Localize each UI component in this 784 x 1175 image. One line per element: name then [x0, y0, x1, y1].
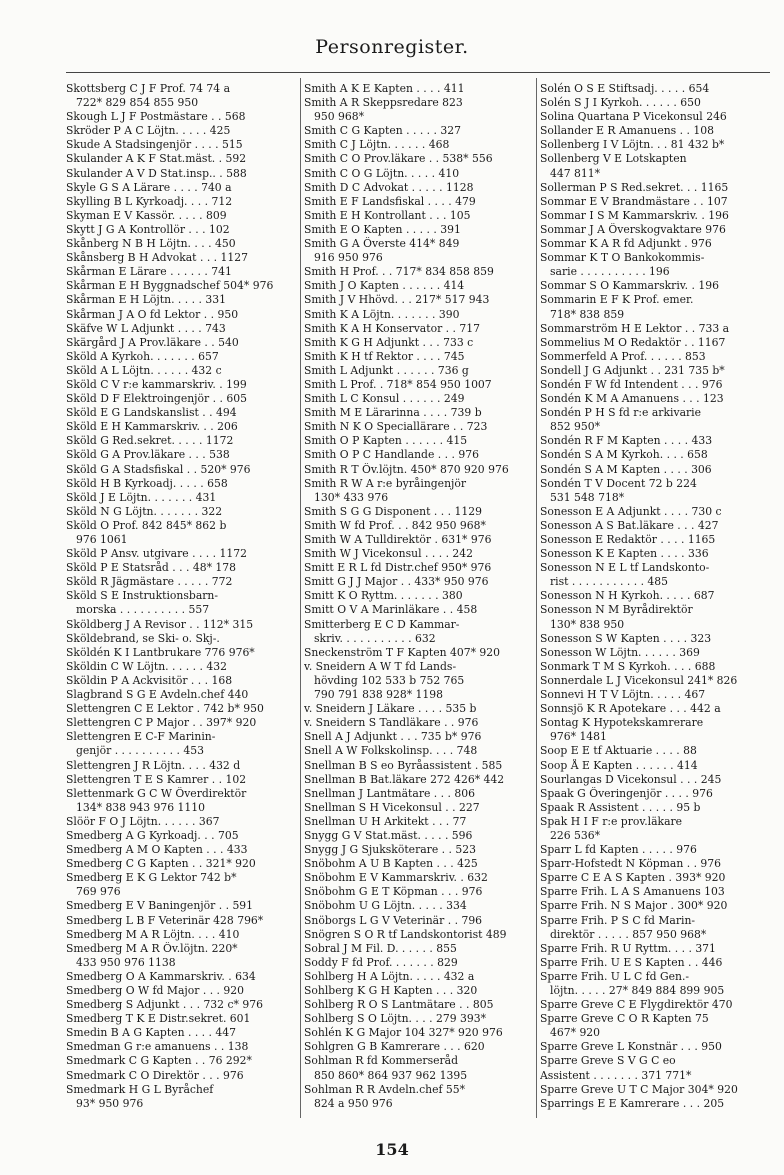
page-title: Personregister. — [315, 36, 469, 58]
register-entry: Skårman J A O fd Lektor . . 950 — [66, 307, 239, 321]
register-entry: Sondén F W fd Intendent . . . 976 — [540, 377, 723, 391]
register-entry: Smith G A Överste 414* 849 — [304, 237, 460, 251]
register-entry: Sköldén K I Lantbrukare 776 976* — [66, 645, 255, 659]
register-entry: Smedberg A G Kyrkoadj. . . 705 — [66, 828, 239, 842]
register-entry: Skårman E H Löjtn. . . . . 331 — [66, 293, 226, 307]
register-entry: Sköld J E Löjtn. . . . . . . 431 — [66, 490, 217, 504]
register-entry: Soop Å E Kapten . . . . . . 414 — [540, 758, 698, 772]
register-entry: Spaak G Överingenjör . . . . 976 — [540, 786, 713, 800]
register-entry: Smedberg S Adjunkt . . . 732 c* 976 — [66, 998, 263, 1012]
register-entry: Smedman G r:e amanuens . . 138 — [66, 1040, 249, 1054]
register-entry: Snygg G V Stat.mäst. . . . . 596 — [304, 828, 473, 842]
register-entry: Skånberg N B H Löjtn. . . . 450 — [66, 237, 236, 251]
register-entry: Sköld G A Prov.läkare . . . 538 — [66, 448, 230, 462]
register-entry: Sollerman P S Red.sekret. . . 1165 — [540, 180, 729, 194]
register-entry: Sommar E V Brandmästare . . 107 — [540, 194, 728, 208]
register-entry: Smitt K O Ryttm. . . . . . . 380 — [304, 589, 463, 603]
register-entry: Sommarström H E Lektor . . 733 a — [540, 321, 730, 335]
register-entry: Slettengren E C-F Marinin- — [66, 730, 216, 744]
register-entry: löjtn. . . . . 27* 849 884 899 905 — [550, 984, 725, 997]
register-entry: direktör . . . . . 857 950 968* — [550, 927, 707, 941]
register-entry: Smith R T Öv.löjtn. 450* 870 920 976 — [304, 462, 509, 476]
register-entry: Smith K G H Adjunkt . . . 733 c — [304, 335, 474, 349]
register-entry: Smedberg C G Kapten . . 321* 920 — [66, 857, 256, 871]
register-entry: Soddy F fd Prof. . . . . . . 829 — [304, 955, 458, 969]
register-entry: Smedmark C G Kapten . . 76 292* — [66, 1054, 252, 1068]
register-entry: Smedberg E V Baningenjör . . 591 — [66, 899, 254, 913]
register-entry: Sköldberg J A Revisor . . 112* 315 — [66, 617, 254, 631]
register-entry: Skånsberg B H Advokat . . . 1127 — [66, 251, 249, 265]
register-entry: Smedberg O W fd Major . . . 920 — [66, 984, 245, 997]
register-entry: Smedberg T K E Distr.sekret. 601 — [66, 1012, 251, 1026]
register-entry: skriv. . . . . . . . . . . 632 — [314, 631, 436, 645]
register-entry: Sonesson A S Bat.läkare . . . 427 — [540, 518, 719, 532]
register-entry: 93* 950 976 — [76, 1096, 144, 1110]
register-entry: Smith E H Kontrollant . . . 105 — [304, 208, 471, 222]
register-entry: Smith C G Kapten . . . . . 327 — [304, 124, 462, 138]
register-entry: 134* 838 943 976 1110 — [76, 800, 206, 814]
register-entry: Smith A K E Kapten . . . . 411 — [304, 82, 465, 95]
register-entry: Solén S J I Kyrkoh. . . . . . 650 — [540, 96, 701, 110]
register-entry: 790 791 838 928* 1198 — [314, 688, 444, 702]
register-entry: Sköld G Red.sekret. . . . . 1172 — [66, 434, 234, 448]
register-entry: 531 548 718* — [550, 490, 625, 504]
register-entry: Snygg J G Sjuksköterare . . 523 — [304, 843, 476, 857]
register-entry: Skyman E V Kassör. . . . . 809 — [66, 208, 227, 222]
register-entry: Sparre Greve L Konstnär . . . 950 — [540, 1040, 722, 1054]
register-entry: Smith O P Kapten . . . . . . 415 — [304, 434, 468, 448]
register-entry: Sohlgren G B Kamrerare . . . 620 — [304, 1040, 485, 1054]
register-entry: Sobral J M Fil. D. . . . . . 855 — [304, 941, 457, 955]
register-entry: Sommar K A R fd Adjunkt . 976 — [540, 237, 712, 251]
register-entry: genjör . . . . . . . . . . 453 — [76, 744, 204, 758]
register-entry: Sollander E R Amanuens . . 108 — [540, 124, 714, 138]
register-entry: Skude A Stadsingenjör . . . . 515 — [66, 138, 243, 152]
register-entry: Smith N K O Speciallärare . . 723 — [304, 420, 488, 434]
register-entry: Snöbohm U G Löjtn. . . . . 334 — [304, 899, 467, 913]
register-entry: Smith H Prof. . . 717* 834 858 859 — [304, 265, 494, 279]
register-entry: Slöör F O J Löjtn. . . . . . 367 — [66, 814, 220, 828]
register-entry: Smith E O Kapten . . . . . 391 — [304, 222, 461, 236]
register-entry: Sköld A Kyrkoh. . . . . . . 657 — [66, 349, 219, 363]
register-entry: Smith C J Löjtn. . . . . . 468 — [304, 138, 450, 152]
register-entry: Sparre Frih. L A S Amanuens 103 — [540, 885, 725, 899]
register-entry: Smitt O V A Marinläkare . . 458 — [304, 603, 478, 617]
register-entry: Smith J O Kapten . . . . . . 414 — [304, 279, 465, 293]
column-divider-1 — [300, 78, 301, 1118]
register-entry: Sollenberg V E Lotskapten — [540, 152, 687, 166]
register-entry: Sondén S A M Kapten . . . . 306 — [540, 462, 712, 476]
register-entry: Slettenmark G C W Överdirektör — [66, 786, 247, 800]
register-entry: Sommar K T O Bankokommis- — [540, 251, 705, 265]
register-entry: Sondén T V Docent 72 b 224 — [540, 476, 697, 490]
register-entry: Sohlman R fd Kommerseråd — [304, 1054, 459, 1068]
register-entry: 850 860* 864 937 962 1395 — [314, 1068, 468, 1082]
register-entry: Sommar I S M Kammarskriv. . 196 — [540, 208, 729, 222]
register-entry: Sommarin E F K Prof. emer. — [540, 293, 694, 307]
register-entry: Sparre Frih. N S Major . 300* 920 — [540, 899, 728, 913]
register-entry: 718* 838 859 — [550, 307, 625, 321]
register-entry: 467* 920 — [550, 1026, 601, 1040]
register-entry: Smith E F Landsfiskal . . . . 479 — [304, 194, 476, 208]
register-entry: Smedberg O A Kammarskriv. . 634 — [66, 969, 256, 983]
register-entry: rist . . . . . . . . . . . 485 — [550, 575, 669, 589]
register-entry: Sohlén K G Major 104 327* 920 976 — [304, 1026, 503, 1040]
register-entry: 950 968* — [314, 110, 365, 124]
register-entry: Spaak R Assistent . . . . . 95 b — [540, 800, 701, 814]
register-entry: Sköld H B Kyrkoadj. . . . . 658 — [66, 476, 228, 490]
register-entry: Skäfve W L Adjunkt . . . . 743 — [66, 321, 226, 335]
header-rule — [66, 72, 770, 73]
register-entry: Sondén K M A Amanuens . . . 123 — [540, 392, 724, 406]
register-entry: Smedin B A G Kapten . . . . 447 — [66, 1026, 237, 1040]
register-column-1 — [66, 82, 296, 1112]
register-entry: Sköld C V r:e kammarskriv. . 199 — [66, 377, 247, 391]
register-entry: Sonnevi H T V Löjtn. . . . . 467 — [540, 688, 706, 702]
register-entry: Skulander A K F Stat.mäst. . 592 — [66, 152, 247, 166]
register-entry: Sparre Frih. R U Ryttm. . . . 371 — [540, 941, 716, 955]
register-entry: Sonnsjö K R Apotekare . . . 442 a — [540, 702, 721, 716]
register-entry: 769 976 — [76, 885, 121, 899]
register-entry: Slettengren T E S Kamrer . . 102 — [66, 772, 247, 786]
register-entry: Sommelius M O Redaktör . . 1167 — [540, 335, 726, 349]
register-entry: Snellman U H Arkitekt . . . 77 — [304, 814, 467, 828]
register-entry: Sköld A L Löjtn. . . . . . 432 c — [66, 363, 222, 377]
register-entry: Solén O S E Stiftsadj. . . . . 654 — [540, 82, 710, 95]
register-entry: Smith W A Tulldirektör . 631* 976 — [304, 533, 492, 546]
register-entry: Sköld S E Instruktionsbarn- — [66, 589, 219, 603]
register-entry: 976 1061 — [76, 533, 128, 546]
register-entry: Sparr-Hofstedt N Köpman . . 976 — [540, 857, 722, 871]
register-entry: Sparre Greve S V G C eo — [540, 1054, 676, 1068]
register-entry: Slettengren J R Löjtn. . . . 432 d — [66, 758, 241, 772]
register-entry: Snöbohm E V Kammarskriv. . 632 — [304, 871, 488, 885]
register-entry: Sondell J G Adjunkt . . 231 735 b* — [540, 363, 725, 377]
register-entry: Smith K H tf Rektor . . . . 745 — [304, 349, 465, 363]
register-entry: Sonesson E A Adjunkt . . . . 730 c — [540, 504, 722, 518]
register-entry: Skough L J F Postmästare . . 568 — [66, 110, 246, 124]
register-entry: Sonesson E Redaktör . . . . 1165 — [540, 533, 716, 546]
register-entry: Snögren S O R tf Landskontorist 489 — [304, 927, 507, 941]
register-entry: Sköld E H Kammarskriv. . . 206 — [66, 420, 238, 434]
register-entry: Slettengren C P Major . . 397* 920 — [66, 716, 257, 730]
register-entry: Smedmark H G L Byråchef — [66, 1082, 214, 1096]
register-entry: Sohlberg K G H Kapten . . . 320 — [304, 984, 478, 997]
register-entry — [304, 1111, 532, 1112]
register-entry: Smith K A Löjtn. . . . . . . 390 — [304, 307, 460, 321]
register-entry: Smitt E R L fd Distr.chef 950* 976 — [304, 561, 492, 575]
register-entry: Smith W fd Prof. . . 842 950 968* — [304, 518, 486, 532]
register-entry: Sköld R Jägmästare . . . . . 772 — [66, 575, 233, 589]
register-entry: Sköld G A Stadsfiskal . . 520* 976 — [66, 462, 251, 476]
register-entry: Sköld P E Statsråd . . . 48* 178 — [66, 561, 237, 575]
register-entry: Sonesson K E Kapten . . . . 336 — [540, 547, 709, 561]
register-entry: hövding 102 533 b 752 765 — [314, 673, 465, 687]
register-entry: Smith L Prof. . 718* 854 950 1007 — [304, 377, 492, 391]
register-entry: Smitt G J J Major . . 433* 950 976 — [304, 575, 489, 589]
register-entry: Sohlberg H A Löjtn. . . . . 432 a — [304, 969, 475, 983]
register-entry: Sonesson N E L tf Landskonto- — [540, 561, 710, 575]
register-entry: Snellman S H Vicekonsul . . 227 — [304, 800, 480, 814]
register-entry: Sonmark T M S Kyrkoh. . . . 688 — [540, 659, 716, 673]
register-entry: Skulander A V D Stat.insp.. . 588 — [66, 166, 247, 180]
register-entry: 226 536* — [550, 828, 601, 842]
register-entry: Sköld D F Elektroingenjör . . 605 — [66, 392, 247, 406]
register-entry: Soop E E tf Aktuarie . . . . 88 — [540, 744, 697, 758]
register-entry: Smith L C Konsul . . . . . . 249 — [304, 392, 465, 406]
register-entry: Smith M E Lärarinna . . . . 739 b — [304, 406, 482, 420]
register-entry: Snell A W Folkskolinsp. . . . 748 — [304, 744, 478, 758]
register-entry: Smedmark C O Direktör . . . 976 — [66, 1068, 244, 1082]
register-entry: Smith W J Vicekonsul . . . . 242 — [304, 547, 474, 561]
register-entry: Smedberg M A R Löjtn. . . . 410 — [66, 927, 240, 941]
page-number: 154 — [375, 1140, 409, 1159]
register-entry: Sparre Frih. U L C fd Gen.- — [540, 969, 690, 983]
register-entry: Sommerfeld A Prof. . . . . . 853 — [540, 349, 706, 363]
register-entry: 447 811* — [550, 166, 601, 180]
register-entry: 722* 829 854 855 950 — [76, 96, 199, 110]
register-entry: Sonesson N M Byrådirektör — [540, 603, 693, 617]
register-entry: Sonesson W Löjtn. . . . . . 369 — [540, 645, 700, 659]
register-entry: Skottsberg C J F Prof. 74 74 a — [66, 82, 231, 95]
register-entry: Sommar S O Kammarskriv. . 196 — [540, 279, 719, 293]
register-entry: Snell A J Adjunkt . . . 735 b* 976 — [304, 730, 482, 744]
register-entry: Sneckenström T F Kapten 407* 920 — [304, 645, 501, 659]
register-entry: sarie . . . . . . . . . . 196 — [550, 265, 670, 279]
register-entry: v. Sneidern S Tandläkare . . 976 — [304, 716, 479, 730]
register-entry: Slettengren C E Lektor . 742 b* 950 — [66, 702, 264, 716]
register-entry: Smitterberg E C D Kammar- — [304, 617, 460, 631]
register-entry: 976* 1481 — [550, 730, 607, 744]
column-divider-2 — [536, 78, 537, 1118]
register-entry: Sköld N G Löjtn. . . . . . . 322 — [66, 504, 223, 518]
register-entry: Spak H I F r:e prov.läkare — [540, 814, 683, 828]
register-entry: Snellman J Lantmätare . . . 806 — [304, 786, 475, 800]
register-entry: Sommar J A Överskogvaktare 976 — [540, 222, 726, 236]
register-entry: Sköldin C W Löjtn. . . . . . 432 — [66, 659, 227, 673]
register-entry: 824 a 950 976 — [314, 1096, 393, 1110]
register-entry: Smith L Adjunkt . . . . . . 736 g — [304, 363, 469, 377]
register-entry: Smith C O Prov.läkare . . 538* 556 — [304, 152, 493, 166]
register-entry: Smedberg M A R Öv.löjtn. 220* — [66, 941, 238, 955]
register-entry: morska . . . . . . . . . . 557 — [76, 603, 210, 617]
register-entry: Skröder P A C Löjtn. . . . . 425 — [66, 124, 231, 138]
register-entry: Skytt J G A Kontrollör . . . 102 — [66, 222, 230, 236]
register-entry: Smith S G G Disponent . . . 1129 — [304, 504, 482, 518]
register-entry: Assistent . . . . . . . 371 771* — [540, 1068, 692, 1082]
register-entry: Smith O P C Handlande . . . 976 — [304, 448, 479, 462]
register-entry: Snellman B S eo Byråassistent . 585 — [304, 758, 503, 772]
register-entry: Smedberg L B F Veterinär 428 796* — [66, 913, 264, 927]
register-entry: Sohlberg R O S Lantmätare . . 805 — [304, 998, 494, 1012]
register-entry: Smith R W A r:e byråingenjör — [304, 476, 467, 490]
register-entry: 852 950* — [550, 420, 601, 434]
register-entry: Sköld E G Landskanslist . . 494 — [66, 406, 237, 420]
register-entry: Sollenberg I V Löjtn. . . 81 432 b* — [540, 138, 725, 152]
register-entry: Sköldin P A Ackvisitör . . . 168 — [66, 673, 233, 687]
register-entry: Solina Quartana P Vicekonsul 246 — [540, 110, 727, 124]
register-entry: Skårman E Lärare . . . . . . 741 — [66, 265, 232, 279]
register-entry: Sparre Greve C E Flygdirektör 470 — [540, 998, 733, 1012]
register-entry: Sparre Greve U T C Major 304* 920 — [540, 1082, 738, 1096]
register-entry: Sonesson N H Kyrkoh. . . . . 687 — [540, 589, 715, 603]
register-entry — [540, 1111, 770, 1112]
register-entry: Sontag K Hypotekskamrerare — [540, 716, 704, 730]
register-entry: Snöbohm G E T Köpman . . . 976 — [304, 885, 483, 899]
register-entry: Slagbrand S G E Avdeln.chef 440 — [66, 688, 249, 702]
register-entry: Smedberg E K G Lektor 742 b* — [66, 871, 237, 885]
register-entry: Sparre Greve C O R Kapten 75 — [540, 1012, 709, 1026]
register-entry: Sourlangas D Vicekonsul . . . 245 — [540, 772, 722, 786]
register-entry: 130* 433 976 — [314, 490, 389, 504]
register-entry: Smedberg A M O Kapten . . . 433 — [66, 843, 248, 857]
register-entry: Snöbohm A U B Kapten . . . 425 — [304, 857, 478, 871]
register-entry: Sondén S A M Kyrkoh. . . . 658 — [540, 448, 708, 462]
register-entry: Skylling B L Kyrkoadj. . . . 712 — [66, 194, 233, 208]
register-entry: Skårman E H Byggnadschef 504* 976 — [66, 279, 274, 293]
register-entry: Sköld P Ansv. utgivare . . . . 1172 — [66, 547, 248, 561]
register-entry: 130* 838 950 — [550, 617, 625, 631]
register-entry: Sonnerdale L J Vicekonsul 241* 826 — [540, 673, 738, 687]
register-entry: Sköld O Prof. 842 845* 862 b — [66, 518, 227, 532]
register-entry: 916 950 976 — [314, 251, 383, 265]
register-entry: Sparre Frih. U E S Kapten . . 446 — [540, 955, 723, 969]
register-entry — [66, 1111, 296, 1112]
register-entry: Smith J V Hhövd. . . 217* 517 943 — [304, 293, 490, 307]
register-entry: 433 950 976 1138 — [76, 955, 176, 969]
register-entry: Sondén R F M Kapten . . . . 433 — [540, 434, 713, 448]
register-entry: Sonesson S W Kapten . . . . 323 — [540, 631, 712, 645]
register-entry: Sparrings E E Kamrerare . . . 205 — [540, 1096, 725, 1110]
register-entry: Sondén P H S fd r:e arkivarie — [540, 406, 702, 420]
register-entry: v. Sneidern A W T fd Lands- — [304, 659, 457, 673]
register-entry: Sparr L fd Kapten . . . . . 976 — [540, 843, 697, 857]
register-entry: Sohlman R R Avdeln.chef 55* — [304, 1082, 466, 1096]
register-column-3 — [540, 82, 770, 1112]
register-entry: Sparre C E A S Kapten . 393* 920 — [540, 871, 726, 885]
register-column-2 — [304, 82, 532, 1112]
register-entry: Smith A R Skeppsredare 823 — [304, 96, 463, 110]
register-entry: Smith C O G Löjtn. . . . . 410 — [304, 166, 460, 180]
register-entry: Skärgård J A Prov.läkare . . 540 — [66, 335, 239, 349]
register-entry: Smith D C Advokat . . . . . 1128 — [304, 180, 474, 194]
register-entry: Sparre Frih. P S C fd Marin- — [540, 913, 696, 927]
register-entry: Snöborgs L G V Veterinär . . 796 — [304, 913, 483, 927]
register-entry: Sohlberg S O Löjtn. . . . 279 393* — [304, 1012, 487, 1026]
register-entry: Smith K A H Konservator . . 717 — [304, 321, 481, 335]
register-entry: v. Sneidern J Läkare . . . . 535 b — [304, 702, 477, 716]
register-entry: Skyle G S A Lärare . . . . 740 a — [66, 180, 232, 194]
register-entry: Sköldebrand, se Ski- o. Skj-. — [66, 631, 220, 645]
register-entry: Snellman B Bat.läkare 272 426* 442 — [304, 772, 505, 786]
